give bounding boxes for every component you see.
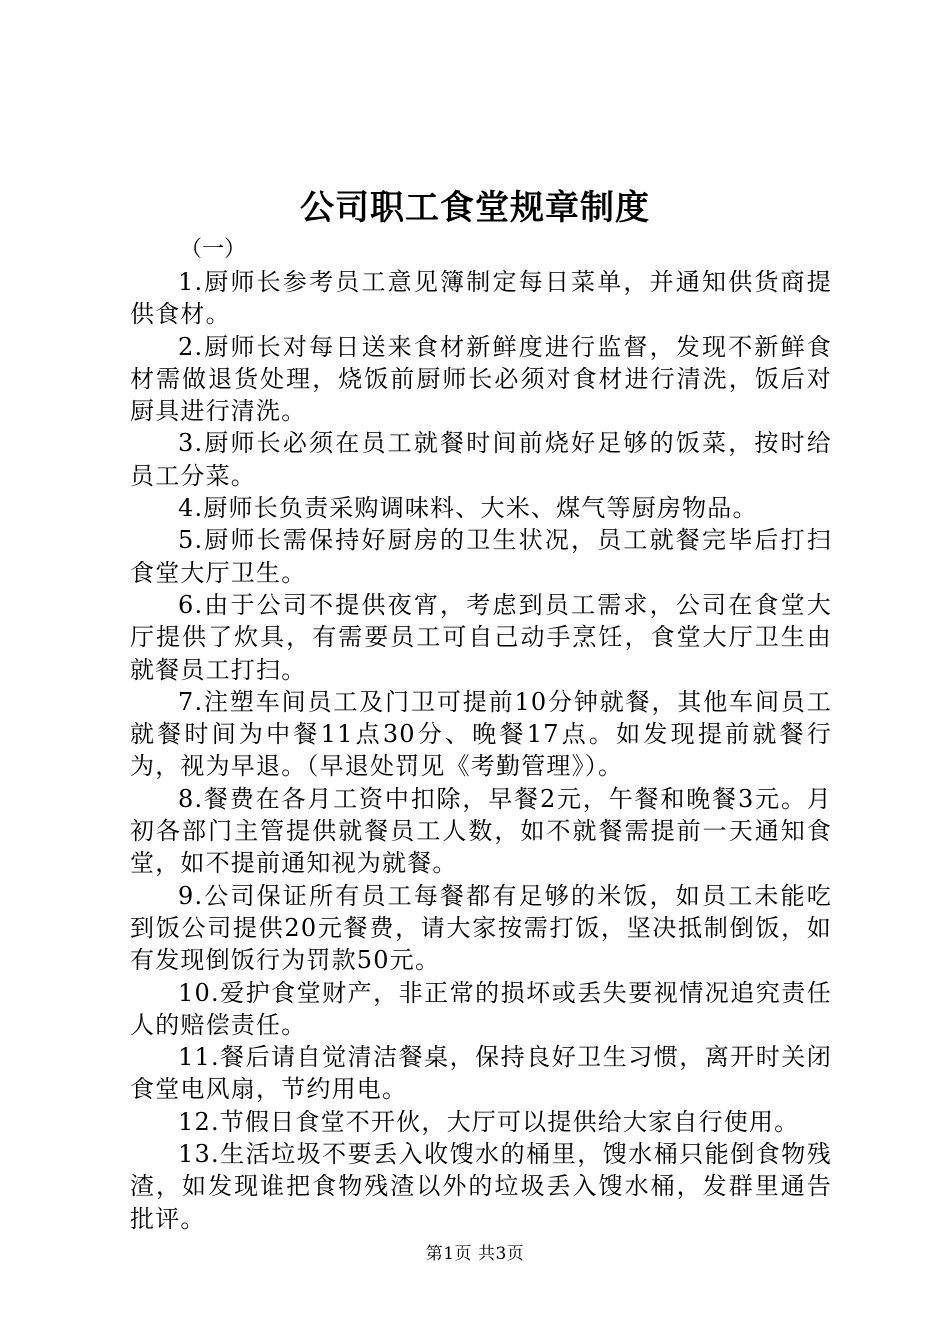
document-body (130, 266, 832, 1235)
section-label: （一） (180, 237, 247, 262)
paragraph: 4.厨师长负责采购调味料、大米、煤气等厨房物品。 (178, 494, 758, 523)
paragraph: 10.爱护食堂财产，非正常的损坏或丢失要视情况追究责任人的赔偿责任。 (130, 978, 832, 1039)
paragraph: 8.餐费在各月工资中扣除，早餐2元，午餐和晚餐3元。月初各部门主管提供就餐员工人数，如不就餐需提前一天通知食堂，如不提前通知视为就餐。 (130, 784, 832, 878)
paragraph: 1.厨师长参考员工意见簿制定每日菜单，并通知供货商提供食材。 (130, 268, 832, 329)
paragraph: 5.厨师长需保持好厨房的卫生状况，员工就餐完毕后打扫食堂大厅卫生。 (130, 526, 832, 587)
paragraph: 13.生活垃圾不要丢入收馊水的桶里，馊水桶只能倒食物残渣，如发现谁把食物残渣以外的垃圾丢入馊水桶，发群里通告批评。 (130, 1140, 832, 1233)
paragraph: 9.公司保证所有员工每餐都有足够的米饭，如员工未能吃到饭公司提供20元餐费，请大家按需打饭，坚决抵制倒饭，如有发现倒饭行为罚款50元。 (130, 881, 832, 975)
page-footer: 第1页 共3页 (425, 1244, 525, 1264)
document-title: 公司职工食堂规章制度 (300, 188, 650, 228)
paragraph: 12.节假日食堂不开伙，大厅可以提供给大家自行使用。 (178, 1107, 800, 1136)
paragraph: 11.餐后请自觉清洁餐桌，保持良好卫生习惯，离开时关闭食堂电风扇，节约用电。 (130, 1043, 832, 1104)
paragraph: 6.由于公司不提供夜宵，考虑到员工需求，公司在食堂大厅提供了炊具，有需要员工可自己动手烹饪，食堂大厅卫生由就餐员工打扫。 (130, 590, 832, 684)
paragraph: 3.厨师长必须在员工就餐时间前烧好足够的饭菜，按时给员工分菜。 (130, 429, 832, 490)
paragraph: 7.注塑车间员工及门卫可提前10分钟就餐，其他车间员工就餐时间为中餐11点30分、晚餐17点。如发现提前就餐行为，视为早退。（早退处罚见《考勤管理》）。 (130, 687, 832, 781)
paragraph: 2.厨师长对每日送来食材新鲜度进行监督，发现不新鲜食材需做退货处理，烧饭前厨师长必须对食材进行清洗，饭后对厨具进行清洗。 (130, 332, 832, 426)
